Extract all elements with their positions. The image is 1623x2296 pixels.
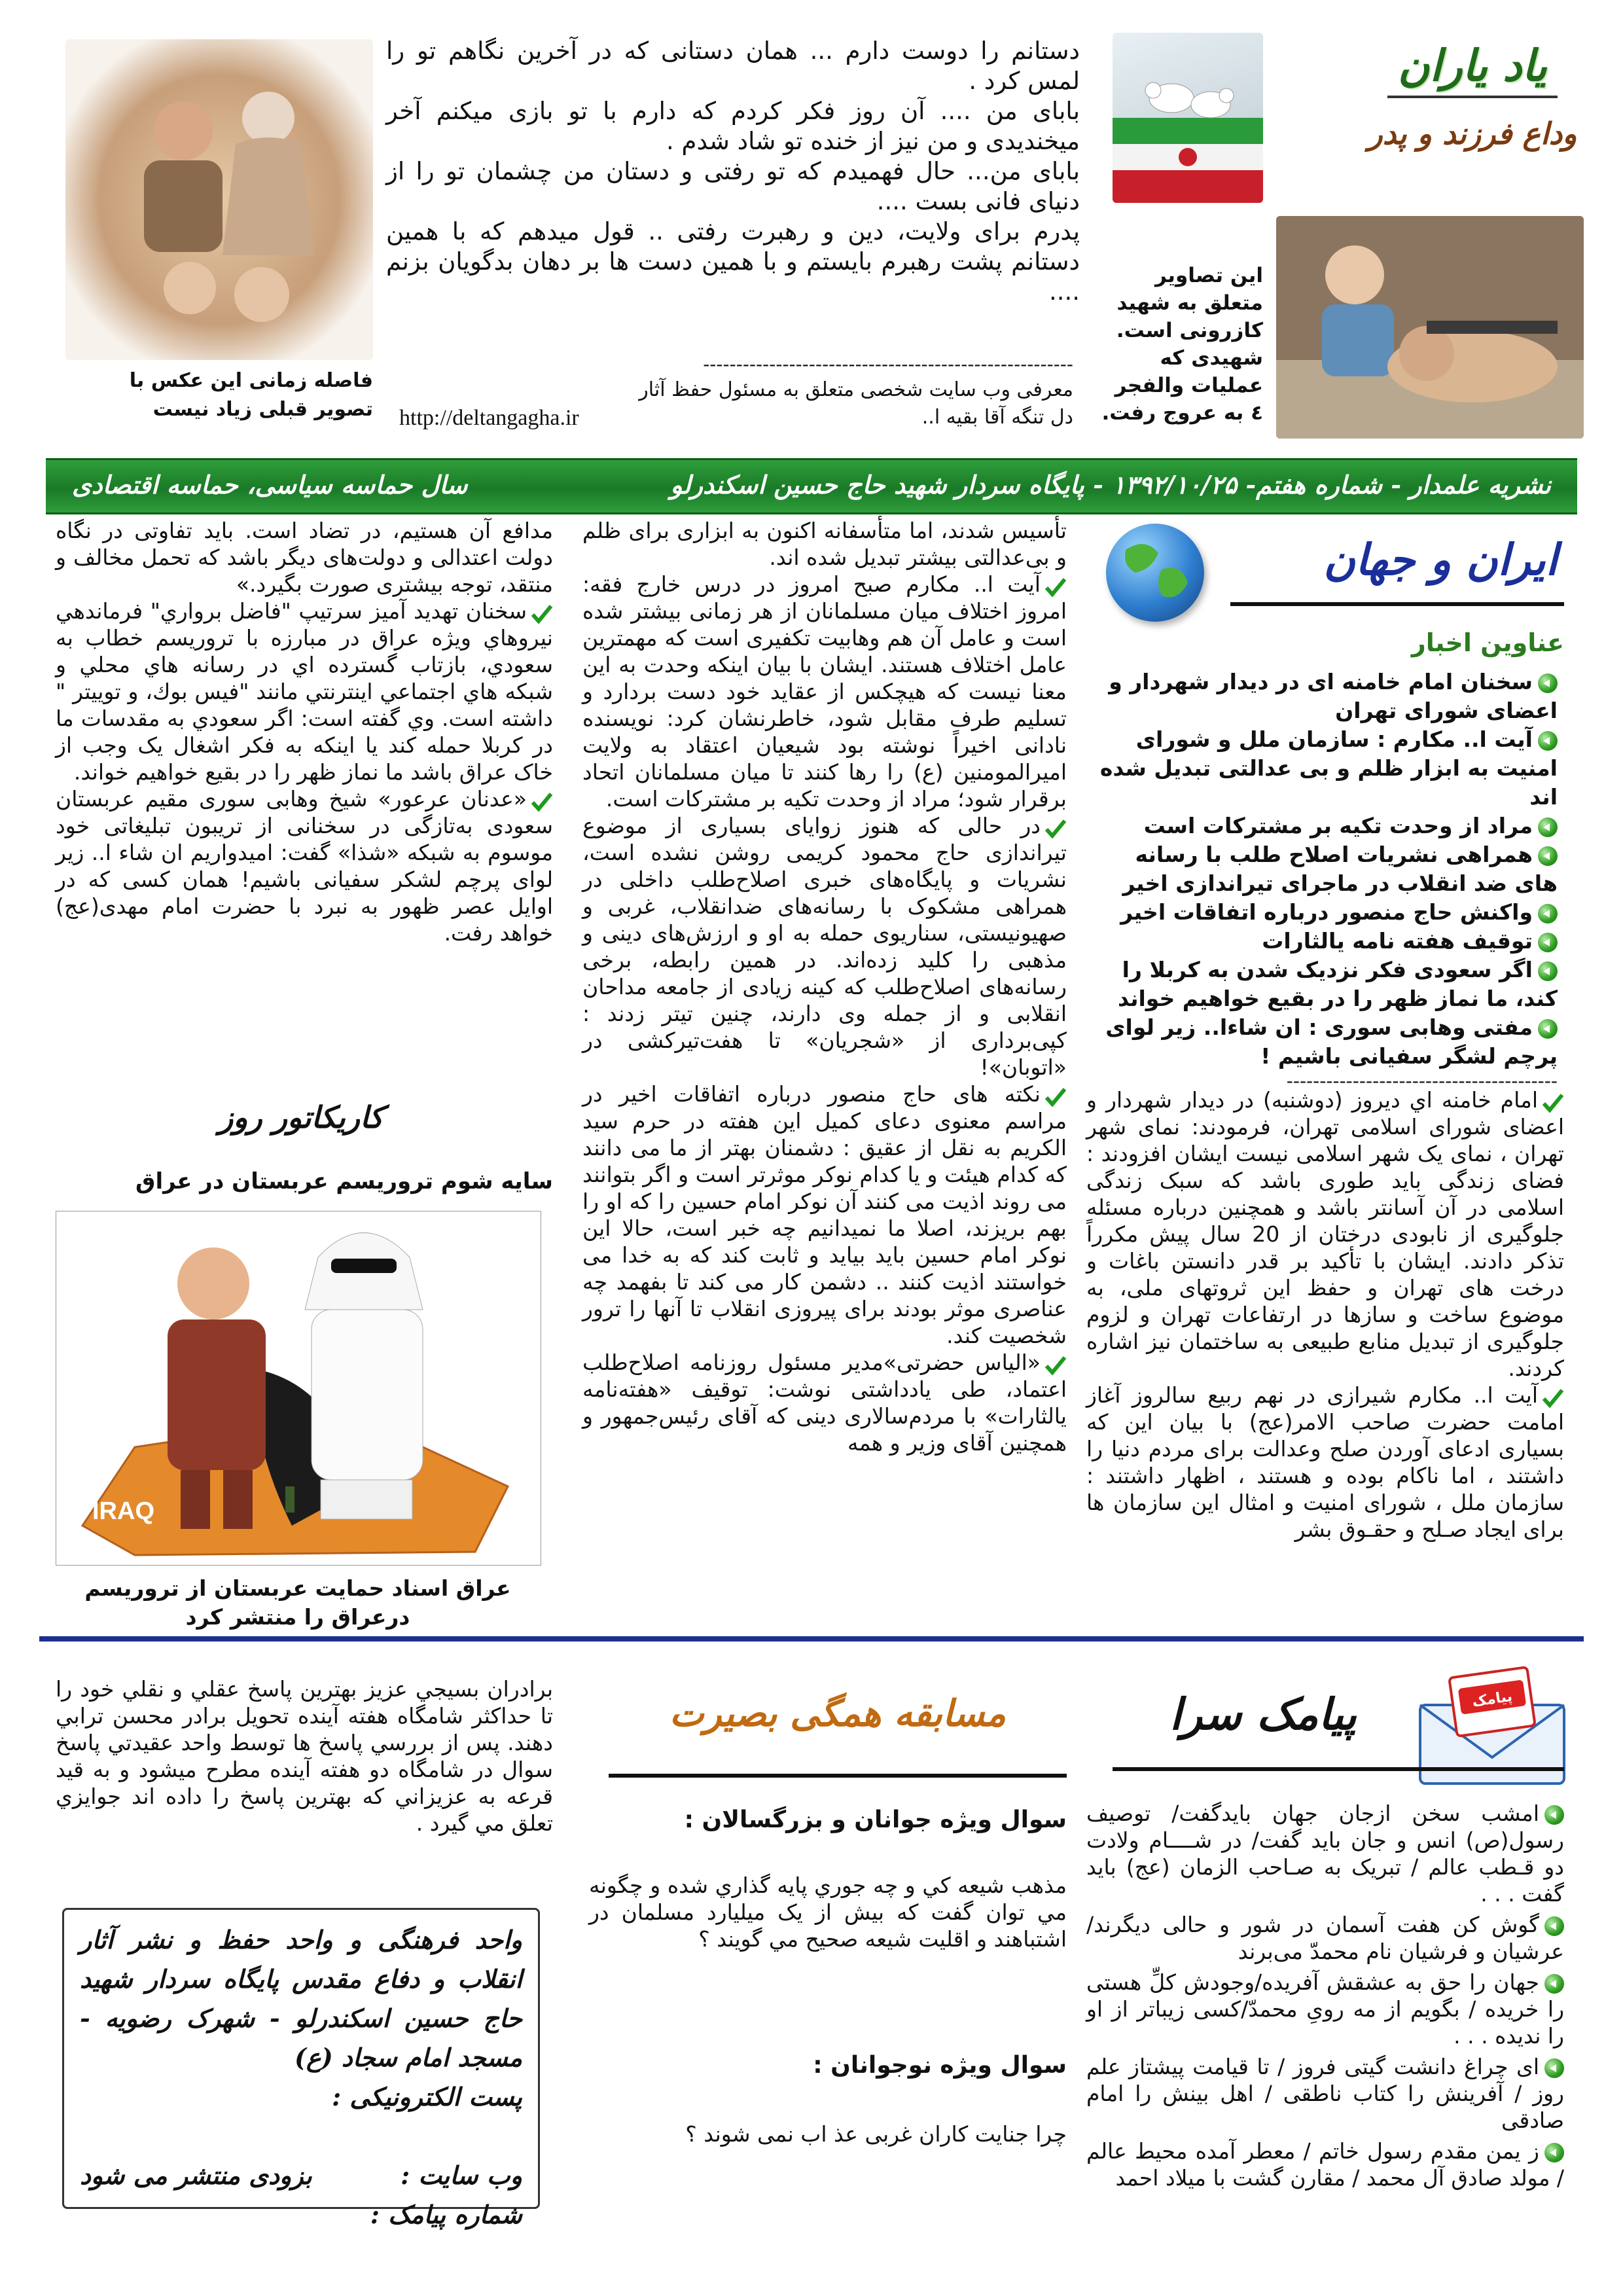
payamak-list xyxy=(1086,1800,1564,2191)
martyr-flag-photo xyxy=(1113,33,1263,203)
contest-q2-title: سوال ویژه نوجوانان : xyxy=(813,2052,1067,2079)
section-divider xyxy=(39,1636,1584,1641)
green-arrow-icon xyxy=(1538,961,1558,981)
headline-item[interactable]: توقیف هفته نامه یالثارات xyxy=(1086,927,1558,956)
headlines-title: عناوین اخبار xyxy=(1411,628,1564,657)
headline-item[interactable]: آیت ا.. مکارم : سازمان ملل و شورای امنیت به ابزار ظلم و بی عدالتی تبدیل شده اند xyxy=(1099,726,1558,810)
site-name: دل تنگه آقا بقیه ا.. xyxy=(921,406,1073,429)
contest-q2: چرا جنایت کاران غربی عذ اب نمی شوند ؟ xyxy=(685,2121,1067,2147)
banner-issue-info: نشریه علمدار - شماره هفتم- ۱۳۹۲/۱۰/۲۵ - پایگاه سردار شهید حاج حسین اسکندرلو xyxy=(670,470,1551,499)
payamak-badge-label: پیامک xyxy=(1471,1688,1514,1711)
news-yalesarat-continued: مدافع آن هستیم، در تضاد است. باید تفاوتی در نگاه دولت اعتدالی و دولت‌های دیگر باشد که تحمل مخالف و منتقد، توجه بیشتری صورت بگیرد.» xyxy=(56,518,553,597)
father-son-photo xyxy=(1276,216,1584,439)
payamak-title: پیامک سرا xyxy=(1169,1689,1357,1740)
news-makarem: آیت ا.. مکارم شیرازی در نهم ربیع سالروز آغاز امامت حضرت صاحب الامر(عج) با بیان این که بسیاری ادعای آوردن صلح وعدالت برای مردم دنیا را داشتند ، اما ناکام بوده و هستند ، اظهار داشتند : سازمان ملل ، شورای امنیت و امثال این سازمان ها برای ایجاد صـلح و حقـوق بشر xyxy=(1086,1382,1564,1542)
check-icon xyxy=(531,603,553,622)
contest-instructions: برادران بسيجي عزيز بهترين پاسخ عقلي و نقلي خود را تا حداكثر شامگاه هفته آينده تحويل برادر محسن ترابي دهند. پس از بررسي پاسخ ها توسط واحد عقيدتي پاسخ سوال در شامگاه دو هفته آينده مطرح ميشود و به قيد قرعه به عزيزاني كه بهترين پاسخ را داده اند جوايزي تعلق مي گيرد . xyxy=(56,1676,553,1836)
banner-year-slogan: سال حماسه سیاسی، حماسه اقتصادی xyxy=(72,470,468,499)
sms-item[interactable]: جهان را حق به عشقش آفریده/وجودش کلِّ هستی را خریده / بگویم از مه رویِ محمدّ/کسی زیباتر از او را ندیده . . . xyxy=(1086,1969,1564,2049)
letter-block xyxy=(386,36,1080,307)
headline-item[interactable]: مفتی وهابی سوری : ان شاءا.. زیر لوای پرچم لشگر سفیانی باشیم ! xyxy=(1105,1014,1558,1069)
iraq-map-label: IRAQ xyxy=(92,1498,154,1525)
news-haj-mansour: نکته های حاج منصور درباره اتفاقات اخیر در مراسم معنوی دعای کمیل این هفته در حرم سید الکریم به نقل از عقیق : دشمنان بهتر از ما می دانند که کدام هیئت و یا کدام نوکر موثرتر است و اگر بتوانند می روند اذیت می کنند آن نوکر امام حسین را که او را بهم بریزند، اصلا ما نمیدانیم چه خبر است، حالا این نوکر امام حسین باید بیاید و ثابت کند که به خدا می خواستند اذیت کنند .. دشمن کار می کند تا بفهمد چه عناصری موثر بودند برای پیروزی انقلاب تا آنها را ترور شخصیت کند. xyxy=(582,1081,1067,1348)
caricature-caption: عراق اسناد حمایت عربستان از تروریسم درعراق را منتشر کرد xyxy=(84,1575,511,1630)
sms-item[interactable]: ز یمن مقدم رسول خاتم / معطر آمده محیط عالم / مولد صادق آل محمد / مقارن گشت با میلاد احمد xyxy=(1086,2138,1564,2191)
family-photo-illustration xyxy=(1276,216,1584,439)
contact-email-label: پست الکترونیکی : xyxy=(332,2082,522,2111)
family-photo-2-illustration xyxy=(65,39,373,360)
green-arrow-icon xyxy=(1544,1974,1564,1994)
check-icon xyxy=(1044,1354,1067,1374)
check-icon xyxy=(1542,1387,1564,1407)
yadyaran-title-rule xyxy=(1387,96,1558,98)
iran-jahan-title: ایران و جهان xyxy=(1323,534,1558,585)
news-shooting: در حالی که هنوز زوایای بسیاری از موضوع تیراندازی حاج محمود کریمی روشن نشده است، نشریات و پایگاه‌های خبری اصلاح‌طلب داخلی در همراهی مشکوک با رسانه‌های ضدانقلاب، غربی و صهیونیستی، سناریوی حمله به او و ارزش‌های دینی و مذهبی را کلید زده‌اند. در همین رابطه، برخی رسانه‌های اصلاح‌طلب که کینه زیادی از جامعه مداحان انقلابی و از جمله وی دارند، چنین تیتر زدند : کپی‌برداری از «شجریان» تا هفت‌تیرکشی در «اتوبان»! xyxy=(582,813,1067,1080)
green-arrow-icon xyxy=(1544,1805,1564,1825)
doves-flag-illustration xyxy=(1113,33,1263,203)
contest-title: مسابقه همگی بصیرت xyxy=(669,1692,1007,1735)
contact-box xyxy=(62,1908,540,2229)
check-icon xyxy=(1044,1086,1067,1105)
check-icon xyxy=(1044,576,1067,596)
letter-paragraph-1: دستانم را دوست دارم ... همان دستانی که در آخرین نگاهم تو را لمس کرد . xyxy=(386,37,1080,95)
news-khamenei: امام خامنه اي ديروز (دوشنبه) در ديدار شهردار و اعضای شورای اسلامی تهران، فرمودند: نمای شهر تهران ، نمای یک شهر اسلامی نیست ایشان افزودند : فضای زندگی باید طوری باشد که سبک زندگی اسلامی در آن آسانتر باشد و همچنین درباره مسئله جلوگیری از نابودی درختان از 20 سال پیش مکرراً تذکر دادند. ایشان با تأکید بر قدر دانستن باغات و درخت های تهران و حفظ این ثروتهای ملی، به موضوع ساخت و سازها در ارتفاعات تهران و لزوم جلوگیری از تبدیل منابع طبیعی به ساختمان نیز اشاره کردند. xyxy=(1086,1087,1564,1381)
envelope-icon xyxy=(1414,1666,1571,1790)
contact-org: واحد فرهنگی و واحد حفظ و نشر آثار انقلاب و دفاع مقدس پایگاه سردار شهید حاج حسین اسکندرلو - شهرک رضویه - مسجد امام سجاد (ع) xyxy=(80,1925,522,2072)
contact-website-value: بزودی منتشر می شود xyxy=(80,2161,312,2190)
headlines-dashes: ----------------------------------------- xyxy=(1286,1070,1558,1092)
contest-rule xyxy=(609,1774,1067,1778)
caricature-image xyxy=(56,1211,541,1566)
yadyaran-title xyxy=(1368,39,1577,153)
sms-item[interactable]: ای چراغ دانشت گیتی فروز / تا قیامت پیشتاز علم روز / آفرینش را کتاب ناطقی / اهل بینش را امام صادقی xyxy=(1086,2054,1564,2133)
contact-website-label: وب سایت : xyxy=(401,2161,522,2190)
green-arrow-icon xyxy=(1538,933,1558,952)
check-icon xyxy=(531,791,553,810)
green-arrow-icon xyxy=(1538,904,1558,924)
contest-q1-title: سوال ویژه جوانان و بزرگسالان : xyxy=(684,1806,1067,1833)
green-arrow-icon xyxy=(1538,673,1558,693)
letter-paragraph-4: پدرم برای ولایت، دین و رهبرت رفتی .. قول میدهم که با همین دستانم پشت رهبرم بایستم و با همین دست ها بر دهان بدگویان بزنم .... xyxy=(386,217,1080,306)
family-beach-photo xyxy=(65,39,373,360)
green-arrow-icon xyxy=(1538,1019,1558,1039)
green-arrow-icon xyxy=(1538,846,1558,866)
news-column-1 xyxy=(1086,1086,1564,1543)
green-arrow-icon xyxy=(1538,731,1558,751)
headline-item[interactable]: همراهی نشریات اصلاح طلب با رسانه های ضد انقلاب در ماجرای تیراندازی اخیر xyxy=(1122,842,1558,896)
letter-paragraph-2: بابای من .... آن روز فکر کردم که دارم با تو بازی میکنم آخر میخندیدی و من نیز از خنده تو شاد شدم . xyxy=(386,97,1080,155)
green-arrow-icon xyxy=(1538,817,1558,837)
news-column-3 xyxy=(56,517,553,946)
headlines-list xyxy=(1086,668,1558,1071)
yadyaran-heading: یاد یاران xyxy=(1397,40,1547,91)
family-photo-caption: فاصله زمانی این عکس با تصویر قبلی زیاد نیست xyxy=(129,369,373,421)
letter-paragraph-3: بابای من... حال فهمیدم که تو رفتی و دستان من چشمان تو را از دنیای فانی بست .... xyxy=(386,157,1080,215)
check-icon xyxy=(1044,817,1067,837)
news-wahhabi-mufti: «عدنان عرعور» شیخ وهابی سوری مقیم عربستان سعودی به‌تازگی در سخنانی از تریبون تبلیغاتی خود موسوم به شبکه «شذا» گفت: امیدواریم ان شاء ا.. زیر لوای پرچم لشکر سفیانی باشیم! همان کسی که در اوایل عصر ظهور به نبرد با حضرت امام مهدی(عج) خواهد رفت. xyxy=(56,786,553,946)
globe-icon xyxy=(1106,524,1204,622)
green-arrow-icon xyxy=(1544,1916,1564,1936)
payamak-rule xyxy=(1113,1767,1564,1771)
site-intro: معرفی وب سایت شخصی متعلق به مسئول حفظ آثار xyxy=(639,378,1073,401)
news-unity: آیت ا.. مکارم صبح امروز در درس خارج فقه: امروز اختلاف میان مسلمانان از هر زمانی بیشتر شده است و عامل آن هم وهابیت تکفیری است که مهمترین عامل اختلاف هستند. ایشان با بیان اینکه وحدت به این معنا نیست که هیچکس از عقاید خود دست بردارد و تسلیم طرف مقابل شود، خاطرنشان کرد: نویسنده نادانی اخیراً نوشته بود شیعیان اعتقاد به ولایت امیرالمومنین (ع) را رها کنند تا میان مسلمانان اتحاد برقرار شود؛ مراد از وحدت تکیه بر مشترکات است. xyxy=(582,571,1067,812)
yadyaran-caption: این تصاویر متعلق به شهید کازرونی است. شهیدی که عملیات والفجر ٤ به عروج رفت. xyxy=(1101,264,1263,425)
news-column-2 xyxy=(582,517,1067,1456)
headline-item[interactable]: اگر سعودی فکر نزدیک شدن به کربلا را کند، ما نماز ظهر را در بقیع خواهیم خواند xyxy=(1118,957,1558,1011)
yadyaran-subtitle: وداع فرزند و پدر xyxy=(1368,116,1577,151)
letter-divider: -------------------------------------------------------- xyxy=(703,353,1073,375)
news-yalesarat: «الیاس حضرتی»مدیر مسئول روزنامه اصلاح‌طلب اعتماد، طی یادداشتی نوشت: توقیف «هفته‌نامه یالثارات» با مردم‌سالاری دینی که آقای رئیس‌جمهور و همچنین آقای وزیر و همه xyxy=(582,1350,1067,1456)
contact-sms-label: شماره پیامک : xyxy=(370,2200,522,2229)
news-makarem-continued: تأسیس شدند، اما متأسفانه اکنون به ابزاری برای ظلم و بی‌عدالتی بیشتر تبدیل شده اند. xyxy=(582,518,1067,570)
caricature-title: کاریکاتور روز xyxy=(219,1100,383,1135)
headline-item[interactable]: واکنش حاج منصور درباره اتفاقات اخیر xyxy=(1086,898,1558,927)
news-iraq-general: سخنان تهديد آميز سرتيپ "فاضل برواري" فرماندهي نيروهاي ويژه عراق در مبارزه با تروريسم خطاب به سعودي، بازتاب گسترده اي در رسانه هاي محلي و شبكه هاي اجتماعي اينترنتي مانند "فيس بوك، و توييتر " داشته است. وي گفته است: اگر سعودي به مقدسات ما در كربلا حمله كند يا اينكه به فكر اشغال يک وجب از خاک عراق باشد ما نماز ظهر را در بقيع خواهيم خواند. xyxy=(56,598,553,785)
sms-item[interactable]: گوش کن هفت آسمان در شور و حالی دیگرند/عرشیان و فرشیان نام محمدّ می‌برند xyxy=(1086,1912,1564,1964)
caricature-subtitle: سایه شوم تروریسم عربستان در عراق xyxy=(135,1168,553,1194)
green-arrow-icon xyxy=(1544,2058,1564,2078)
sms-item[interactable]: امشب سخن ازجان جهان بایدگفت/ توصیف رسول(ص) انس و جان باید گفت/ در شــــام ولادت دو قـطب عالم / تبریک به صـاحب الزمان (عج) باید گفت . . . xyxy=(1086,1801,1564,1907)
green-arrow-icon xyxy=(1544,2143,1564,2162)
issue-banner xyxy=(46,458,1577,514)
headline-item[interactable]: مراد از وحدت تکیه بر مشترکات است xyxy=(1086,812,1558,840)
headline-item[interactable]: سخنان امام خامنه ای در دیدار شهردار و اعضای شورای تهران xyxy=(1109,669,1558,723)
site-url-link[interactable]: http://deltangagha.ir xyxy=(399,406,579,430)
iran-jahan-rule xyxy=(1230,602,1564,606)
check-icon xyxy=(1542,1092,1564,1111)
contest-q1: مذهب شيعه كي و چه جوري پايه گذاري شده و چگونه مي توان گفت كه بيش از يک ميليارد مسلمان در اشتباهند و اقليت شيعه صحيح مي گويند ؟ xyxy=(589,1873,1067,1952)
